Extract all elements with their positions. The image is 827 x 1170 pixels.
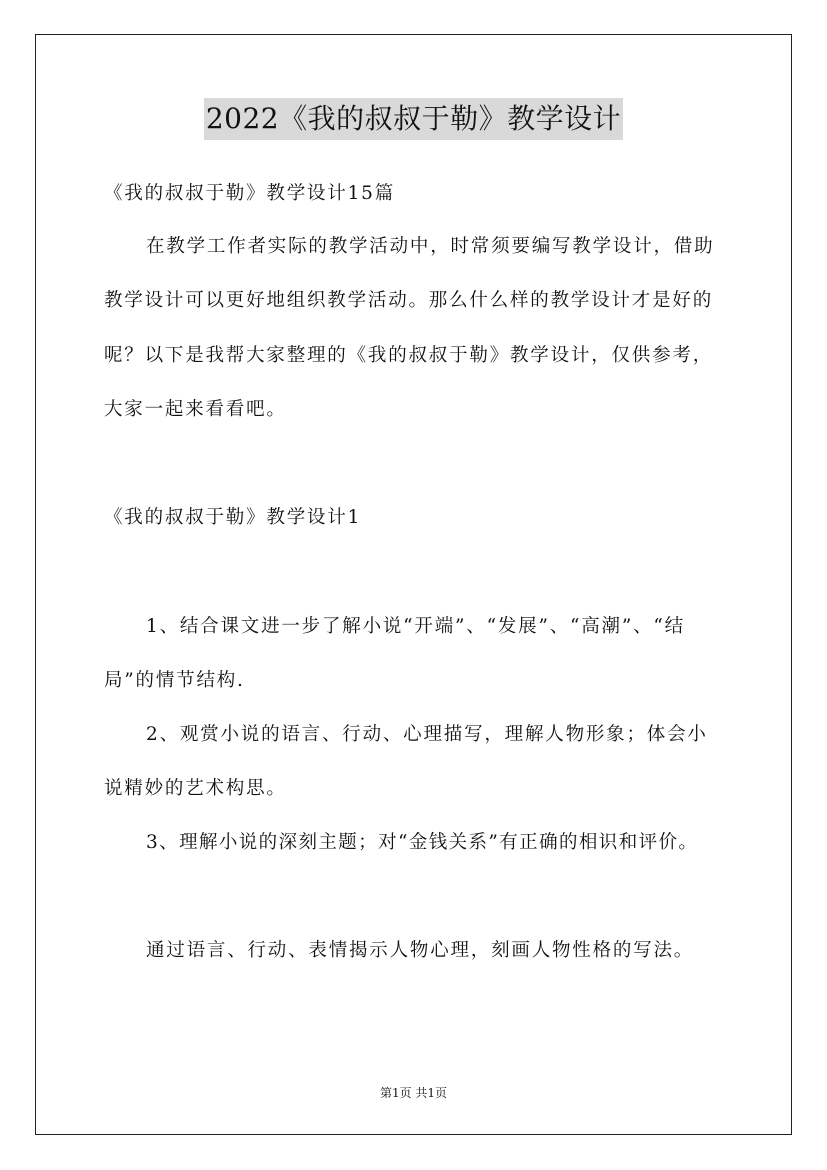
objective-line-4: 说精妙的艺术构思。	[104, 778, 287, 799]
intro-line-1: 在教学工作者实际的教学活动中，时常须要编写教学设计，借助	[146, 236, 715, 257]
page-footer: 第1页 共1页	[379, 1086, 448, 1100]
intro-line-4: 大家一起来看看吧。	[104, 399, 287, 420]
intro-line-3: 呢？以下是我帮大家整理的《我的叔叔于勒》教学设计，仅供参考，	[104, 345, 714, 366]
section-heading: 《我的叔叔于勒》教学设计1	[104, 507, 362, 528]
key-point: 通过语言、行动、表情揭示人物心理，刻画人物性格的写法。	[146, 940, 695, 961]
title-container	[0, 98, 827, 140]
document-title: 2022《我的叔叔于勒》教学设计	[204, 98, 623, 140]
objective-line-1: 1、结合课文进一步了解小说“开端”、“发展”、“高潮”、“结	[146, 616, 685, 637]
subtitle: 《我的叔叔于勒》教学设计15篇	[104, 183, 396, 204]
intro-line-2: 教学设计可以更好地组织教学活动。那么什么样的教学设计才是好的	[104, 290, 714, 311]
objective-line-2: 局”的情节结构.	[104, 670, 245, 691]
objective-line-5: 3、理解小说的深刻主题；对“金钱关系”有正确的相识和评价。	[146, 832, 699, 853]
objective-line-3: 2、观赏小说的语言、行动、心理描写，理解人物形象；体会小	[146, 724, 708, 745]
